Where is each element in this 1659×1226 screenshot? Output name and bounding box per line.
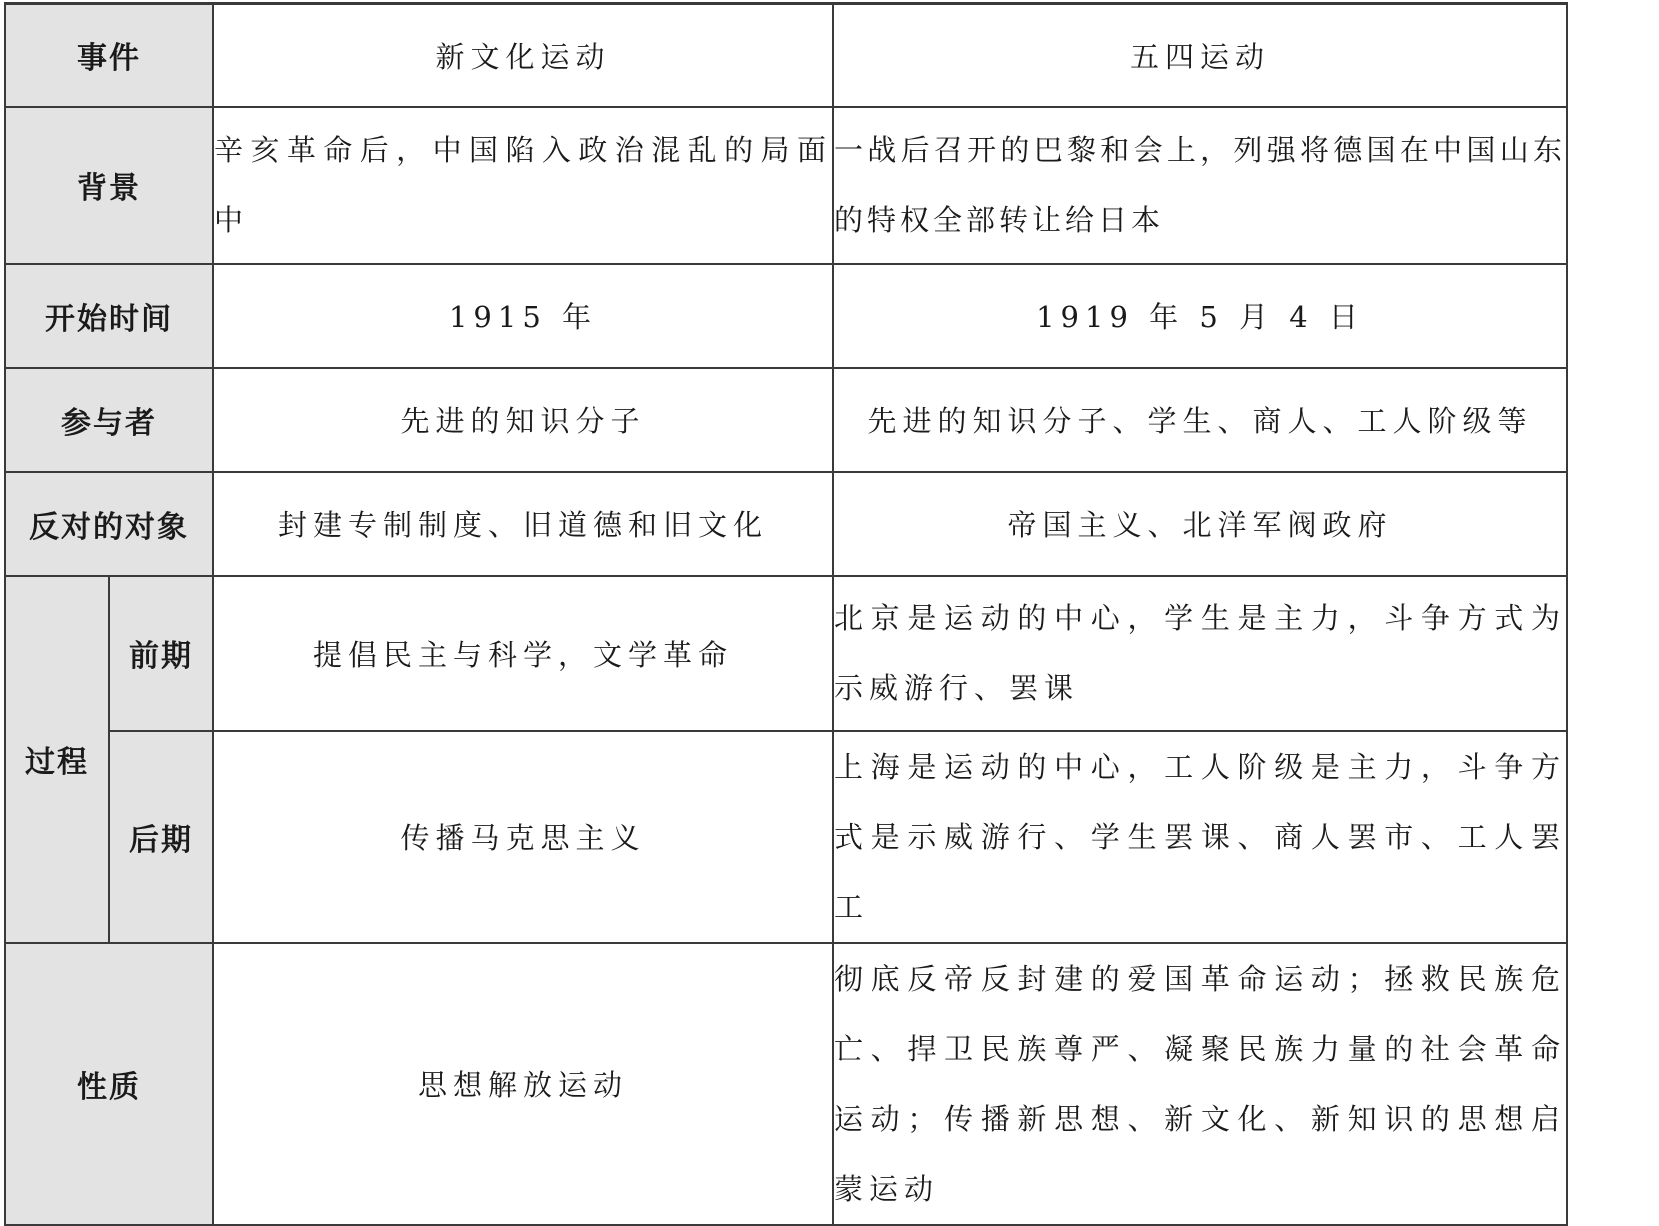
row-sublabel-late: 后期 — [109, 731, 213, 943]
cell-nature-may-fourth: 彻底反帝反封建的爱国革命运动；拯救民族危亡、捍卫民族尊严、凝聚民族力量的社会革命运动；传播新思想、新文化、新知识的思想启蒙运动 — [833, 943, 1567, 1225]
cell-nature-new-culture: 思想解放运动 — [213, 943, 833, 1225]
row-start-time — [5, 264, 1567, 368]
row-label-participants: 参与者 — [5, 368, 213, 472]
cell-early-new-culture: 提倡民主与科学，文学革命 — [213, 576, 833, 731]
row-participants — [5, 368, 1567, 472]
row-sublabel-early: 前期 — [109, 576, 213, 731]
cell-background-new-culture: 辛亥革命后，中国陷入政治混乱的局面中 — [213, 107, 833, 264]
row-background — [5, 107, 1567, 264]
row-label-background: 背景 — [5, 107, 213, 264]
cell-late-may-fourth: 上海是运动的中心，工人阶级是主力，斗争方式是示威游行、学生罢课、商人罢市、工人罢工 — [833, 731, 1567, 943]
cell-opposed-may-fourth: 帝国主义、北洋军阀政府 — [833, 472, 1567, 576]
cell-participants-new-culture: 先进的知识分子 — [213, 368, 833, 472]
row-nature — [5, 943, 1567, 1225]
cell-late-new-culture: 传播马克思主义 — [213, 731, 833, 943]
cell-start-time-new-culture: 1915 年 — [213, 264, 833, 368]
row-process-early — [5, 576, 1567, 731]
header-new-culture-movement: 新文化运动 — [213, 4, 833, 107]
row-label-start-time: 开始时间 — [5, 264, 213, 368]
cell-early-may-fourth: 北京是运动的中心，学生是主力，斗争方式为示威游行、罢课 — [833, 576, 1567, 731]
cell-participants-may-fourth: 先进的知识分子、学生、商人、工人阶级等 — [833, 368, 1567, 472]
cell-background-may-fourth: 一战后召开的巴黎和会上，列强将德国在中国山东的特权全部转让给日本 — [833, 107, 1567, 264]
row-process-late — [5, 731, 1567, 943]
header-label: 事件 — [5, 4, 213, 107]
row-label-nature: 性质 — [5, 943, 213, 1225]
cell-opposed-new-culture: 封建专制制度、旧道德和旧文化 — [213, 472, 833, 576]
row-label-opposed: 反对的对象 — [5, 472, 213, 576]
row-opposed — [5, 472, 1567, 576]
comparison-table — [4, 2, 1568, 1226]
header-row — [5, 4, 1567, 107]
cell-start-time-may-fourth: 1919 年 5 月 4 日 — [833, 264, 1567, 368]
row-label-process: 过程 — [5, 576, 109, 943]
header-may-fourth-movement: 五四运动 — [833, 4, 1567, 107]
